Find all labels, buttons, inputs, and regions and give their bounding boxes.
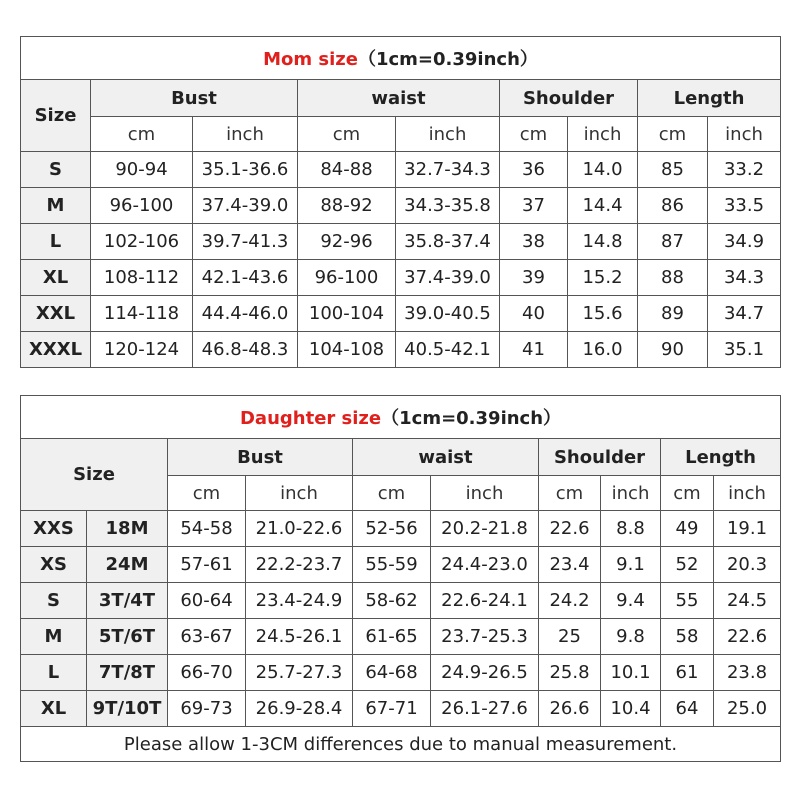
measurement-cell: 96-100: [91, 188, 193, 224]
measurement-cell: 32.7-34.3: [396, 152, 500, 188]
daughter-waist-header: waist: [353, 439, 539, 476]
measurement-cell: 16.0: [568, 332, 638, 368]
age-label: 24M: [87, 547, 168, 583]
size-label: XL: [21, 260, 91, 296]
measurement-cell: 37: [500, 188, 568, 224]
measurement-cell: 57-61: [168, 547, 246, 583]
measurement-cell: 22.6: [539, 511, 601, 547]
measurement-cell: 40.5-42.1: [396, 332, 500, 368]
table-row: [21, 547, 781, 583]
mom-conversion-note: （1cm=0.39inch）: [357, 49, 538, 70]
measurement-cell: 8.8: [601, 511, 661, 547]
measurement-cell: 63-67: [168, 619, 246, 655]
measurement-cell: 60-64: [168, 583, 246, 619]
size-label: M: [21, 188, 91, 224]
measurement-cell: 14.4: [568, 188, 638, 224]
measurement-cell: 67-71: [353, 691, 431, 727]
measurement-cell: 61-65: [353, 619, 431, 655]
mom-waist-header: waist: [298, 80, 500, 117]
measurement-cell: 33.2: [708, 152, 781, 188]
daughter-title-text: Daughter size: [239, 408, 382, 429]
mom-length-header: Length: [638, 80, 781, 117]
age-label: 18M: [87, 511, 168, 547]
size-label: XXXL: [21, 332, 91, 368]
unit-header-inch: inch: [714, 476, 781, 511]
mom-table-title: [21, 37, 781, 80]
table-row: [21, 152, 781, 188]
measurement-cell: 37.4-39.0: [396, 260, 500, 296]
measurement-cell: 24.5: [714, 583, 781, 619]
measurement-cell: 10.4: [601, 691, 661, 727]
measurement-cell: 86: [638, 188, 708, 224]
measurement-cell: 49: [661, 511, 714, 547]
size-label: L: [21, 224, 91, 260]
measurement-cell: 38: [500, 224, 568, 260]
measurement-cell: 85: [638, 152, 708, 188]
measurement-cell: 24.4-23.0: [431, 547, 539, 583]
measurement-cell: 14.0: [568, 152, 638, 188]
measurement-cell: 88: [638, 260, 708, 296]
size-label: L: [21, 655, 87, 691]
measurement-cell: 22.6: [714, 619, 781, 655]
unit-header-cm: cm: [539, 476, 601, 511]
mom-units-row: [21, 117, 781, 152]
daughter-conversion-note: （1cm=0.39inch）: [381, 408, 562, 429]
measurement-cell: 34.9: [708, 224, 781, 260]
measurement-cell: 52-56: [353, 511, 431, 547]
measurement-cell: 55: [661, 583, 714, 619]
unit-header-cm: cm: [638, 117, 708, 152]
table-row: [21, 655, 781, 691]
unit-header-inch: inch: [193, 117, 298, 152]
measurement-cell: 25.7-27.3: [246, 655, 353, 691]
table-row: [21, 511, 781, 547]
measurement-cell: 69-73: [168, 691, 246, 727]
measurement-cell: 87: [638, 224, 708, 260]
measurement-cell: 35.1-36.6: [193, 152, 298, 188]
measurement-cell: 25.8: [539, 655, 601, 691]
measurement-cell: 20.2-21.8: [431, 511, 539, 547]
measurement-cell: 90-94: [91, 152, 193, 188]
measurement-cell: 26.6: [539, 691, 601, 727]
measurement-cell: 35.8-37.4: [396, 224, 500, 260]
measurement-cell: 24.5-26.1: [246, 619, 353, 655]
daughter-shoulder-header: Shoulder: [539, 439, 661, 476]
unit-header-cm: cm: [168, 476, 246, 511]
measurement-cell: 88-92: [298, 188, 396, 224]
measurement-cell: 25: [539, 619, 601, 655]
mom-shoulder-header: Shoulder: [500, 80, 638, 117]
table-row: [21, 188, 781, 224]
measurement-cell: 39.7-41.3: [193, 224, 298, 260]
age-label: 9T/10T: [87, 691, 168, 727]
table-row: [21, 619, 781, 655]
measurement-cell: 66-70: [168, 655, 246, 691]
measurement-cell: 22.6-24.1: [431, 583, 539, 619]
measurement-cell: 114-118: [91, 296, 193, 332]
measurement-cell: 23.8: [714, 655, 781, 691]
measurement-cell: 96-100: [298, 260, 396, 296]
size-label: XS: [21, 547, 87, 583]
measurement-cell: 55-59: [353, 547, 431, 583]
measurement-cell: 52: [661, 547, 714, 583]
measurement-cell: 34.3: [708, 260, 781, 296]
measurement-cell: 58: [661, 619, 714, 655]
measurement-cell: 26.1-27.6: [431, 691, 539, 727]
measurement-cell: 36: [500, 152, 568, 188]
size-label: XXS: [21, 511, 87, 547]
measurement-cell: 39: [500, 260, 568, 296]
measurement-cell: 21.0-22.6: [246, 511, 353, 547]
measurement-cell: 9.4: [601, 583, 661, 619]
table-row: [21, 224, 781, 260]
mom-size-table: [20, 36, 781, 368]
table-row: [21, 332, 781, 368]
daughter-bust-header: Bust: [168, 439, 353, 476]
measurement-cell: 34.3-35.8: [396, 188, 500, 224]
size-label: M: [21, 619, 87, 655]
measurement-cell: 15.2: [568, 260, 638, 296]
measurement-cell: 37.4-39.0: [193, 188, 298, 224]
daughter-table-title: [21, 396, 781, 439]
unit-header-cm: cm: [298, 117, 396, 152]
measurement-cell: 108-112: [91, 260, 193, 296]
measurement-cell: 23.4: [539, 547, 601, 583]
measurement-cell: 20.3: [714, 547, 781, 583]
measurement-cell: 15.6: [568, 296, 638, 332]
measurement-cell: 61: [661, 655, 714, 691]
measurement-cell: 41: [500, 332, 568, 368]
unit-header-inch: inch: [396, 117, 500, 152]
measurement-cell: 35.1: [708, 332, 781, 368]
daughter-length-header: Length: [661, 439, 781, 476]
unit-header-inch: inch: [601, 476, 661, 511]
daughter-size-header: Size: [21, 439, 168, 511]
unit-header-cm: cm: [500, 117, 568, 152]
age-label: 3T/4T: [87, 583, 168, 619]
measurement-cell: 92-96: [298, 224, 396, 260]
size-label: XXL: [21, 296, 91, 332]
measurement-cell: 34.7: [708, 296, 781, 332]
measurement-cell: 39.0-40.5: [396, 296, 500, 332]
measurement-cell: 24.2: [539, 583, 601, 619]
unit-header-inch: inch: [568, 117, 638, 152]
measurement-cell: 23.4-24.9: [246, 583, 353, 619]
measurement-cell: 100-104: [298, 296, 396, 332]
mom-size-header: Size: [21, 80, 91, 152]
measurement-cell: 42.1-43.6: [193, 260, 298, 296]
measurement-cell: 25.0: [714, 691, 781, 727]
measurement-cell: 9.1: [601, 547, 661, 583]
measurement-cell: 120-124: [91, 332, 193, 368]
daughter-size-table: [20, 395, 781, 762]
mom-bust-header: Bust: [91, 80, 298, 117]
measurement-cell: 102-106: [91, 224, 193, 260]
age-label: 5T/6T: [87, 619, 168, 655]
size-label: S: [21, 583, 87, 619]
measurement-cell: 54-58: [168, 511, 246, 547]
unit-header-cm: cm: [353, 476, 431, 511]
measurement-cell: 46.8-48.3: [193, 332, 298, 368]
table-row: [21, 583, 781, 619]
table-row: [21, 691, 781, 727]
age-label: 7T/8T: [87, 655, 168, 691]
table-row: [21, 296, 781, 332]
measurement-cell: 19.1: [714, 511, 781, 547]
measurement-cell: 64: [661, 691, 714, 727]
table-row: [21, 260, 781, 296]
measurement-cell: 58-62: [353, 583, 431, 619]
unit-header-cm: cm: [661, 476, 714, 511]
measurement-cell: 64-68: [353, 655, 431, 691]
unit-header-inch: inch: [246, 476, 353, 511]
size-label: S: [21, 152, 91, 188]
measurement-cell: 104-108: [298, 332, 396, 368]
mom-title-text: Mom size: [263, 49, 358, 70]
measurement-cell: 89: [638, 296, 708, 332]
unit-header-cm: cm: [91, 117, 193, 152]
measurement-cell: 90: [638, 332, 708, 368]
measurement-cell: 33.5: [708, 188, 781, 224]
measurement-cell: 44.4-46.0: [193, 296, 298, 332]
measurement-cell: 9.8: [601, 619, 661, 655]
measurement-cell: 23.7-25.3: [431, 619, 539, 655]
size-label: XL: [21, 691, 87, 727]
unit-header-inch: inch: [431, 476, 539, 511]
measurement-cell: 22.2-23.7: [246, 547, 353, 583]
measurement-cell: 40: [500, 296, 568, 332]
measurement-cell: 26.9-28.4: [246, 691, 353, 727]
measurement-cell: 84-88: [298, 152, 396, 188]
measurement-disclaimer: Please allow 1-3CM differences due to manual measurement.: [21, 727, 781, 762]
measurement-cell: 14.8: [568, 224, 638, 260]
measurement-cell: 10.1: [601, 655, 661, 691]
measurement-cell: 24.9-26.5: [431, 655, 539, 691]
unit-header-inch: inch: [708, 117, 781, 152]
